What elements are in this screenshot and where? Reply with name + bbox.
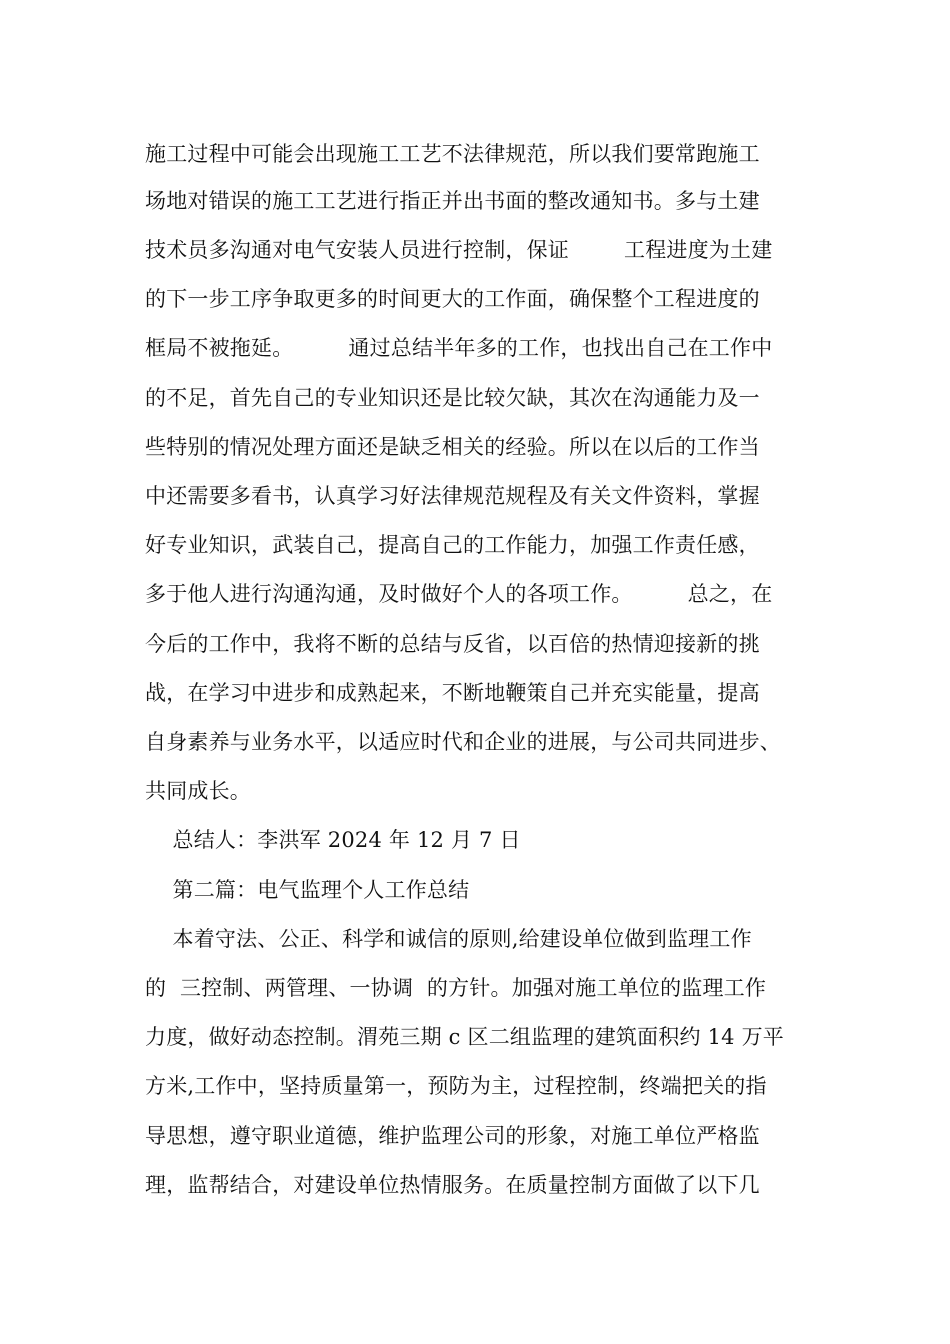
text-line: 的不足，首先自己的专业知识还是比较欠缺，其次在沟通能力及一 [145, 386, 760, 410]
text-line: 自身素养与业务水平，以适应时代和企业的进展，与公司共同进步、 [145, 730, 781, 754]
text-line: 场地对错误的施工工艺进行指正并出书面的整改通知书。多与土建 [145, 189, 760, 213]
text-line: 的下一步工序争取更多的时间更大的工作面，确保整个工程进度的 [145, 287, 760, 311]
text-line: 施工过程中可能会出现施工工艺不法律规范，所以我们要常跑施工 [145, 142, 760, 166]
text-line: 今后的工作中，我将不断的总结与反省，以百倍的热情迎接新的挑 [145, 632, 760, 656]
text-line: 本着守法、公正、科学和诚信的原则,给建设单位做到监理工作 [145, 927, 752, 951]
text-line: 力度，做好动态控制。渭苑三期 c 区二组监理的建筑面积约 14 万平 [145, 1025, 784, 1049]
text-line: 框局不被拖延。 通过总结半年多的工作，也找出自己在工作中 [145, 336, 773, 360]
section-heading: 第二篇：电气监理个人工作总结 [145, 878, 470, 902]
text-line: 导思想，遵守职业道德，维护监理公司的形象，对施工单位严格监 [145, 1124, 760, 1148]
text-line: 理，监帮结合，对建设单位热情服务。在质量控制方面做了以下几 [145, 1173, 760, 1197]
text-line: 战，在学习中进步和成熟起来，不断地鞭策自己并充实能量，提高 [145, 681, 760, 705]
text-line: 技术员多沟通对电气安装人员进行控制，保证 工程进度为土建 [145, 238, 773, 262]
text-line: 的 三控制、两管理、一协调 的方针。加强对施工单位的监理工作 [145, 976, 767, 1000]
signature-line: 总结人：李洪军 2024 年 12 月 7 日 [145, 828, 521, 852]
text-line: 方米,工作中，坚持质量第一，预防为主，过程控制，终端把关的指 [145, 1074, 767, 1098]
text-line: 共同成长。 [145, 779, 251, 803]
text-line: 中还需要多看书，认真学习好法律规范规程及有关文件资料，掌握 [145, 484, 760, 508]
text-line: 些特别的情况处理方面还是缺乏相关的经验。所以在以后的工作当 [145, 435, 760, 459]
text-line: 好专业知识，武装自己，提高自己的工作能力，加强工作责任感， [145, 533, 760, 557]
text-line: 多于他人进行沟通沟通，及时做好个人的各项工作。 总之，在 [145, 582, 773, 606]
